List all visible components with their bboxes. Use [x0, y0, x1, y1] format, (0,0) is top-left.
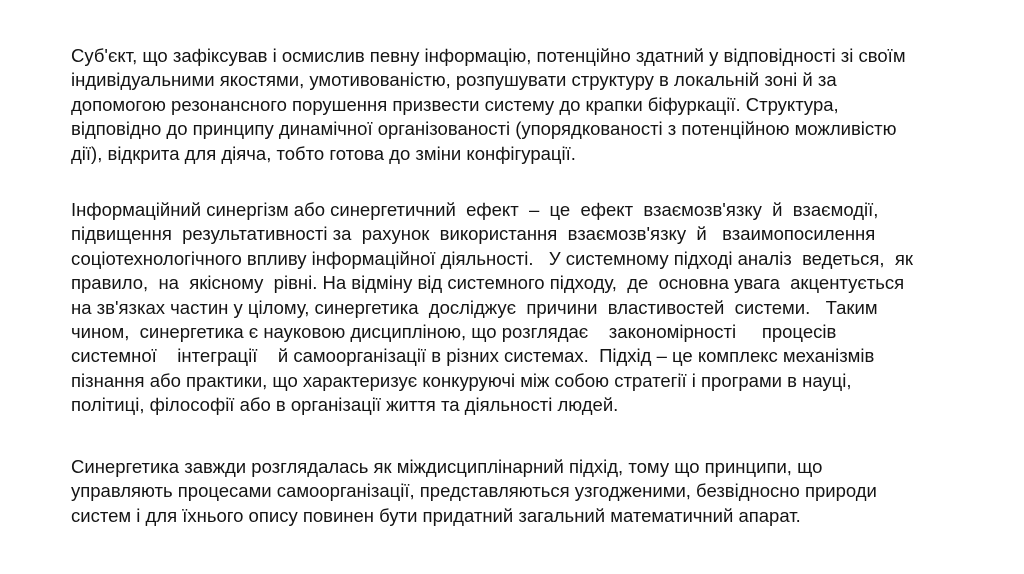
text-line: підвищення результативності за рахунок використання взаємозв'язку й взаимопосилення: [71, 223, 876, 245]
text-line: Синергетика завжди розглядалась як міждисциплінарний підхід, тому що принципи, що: [71, 456, 823, 477]
text-line: Суб'єкт, що зафіксував і осмислив певну інформацію, потенційно здатний у відповідності зі своїм: [71, 45, 906, 66]
text-line: соціотехнологічного впливу інформаційної діяльності. У системному підході аналіз ведеться, як: [71, 247, 913, 269]
text-line: управляють процесами самоорганізації, представляються узгодженими, безвідносно природи: [71, 480, 877, 502]
text-line: системної інтеграції й самоорганізації в різних системах. Підхід – це комплекс механізмів: [71, 345, 875, 367]
text-line: систем і для їхнього опису повинен бути придатний загальний математичний апарат.: [71, 504, 801, 526]
text-line: відповідно до принципу динамічної організованості (упорядкованості з потенційною можливістю: [71, 118, 897, 140]
paragraph-synergetics: [71, 455, 971, 528]
text-line: пізнання або практики, що характеризує конкуруючі між собою стратегії і програми в науці,: [71, 369, 852, 391]
text-line: індивідуальними якостями, умотивованістю, розпушувати структуру в локальній зоні й за: [71, 69, 837, 91]
text-line: дії), відкрита для діяча, тобто готова до зміни конфігурації.: [71, 142, 576, 164]
text-line: на зв'язках частин у цілому, синергетика досліджує причини властивостей системи. Таким: [71, 296, 878, 318]
text-line: допомогою резонансного порушення призвести систему до крапки біфуркації. Структура,: [71, 93, 839, 115]
text-line: політиці, філософії або в організації життя та діяльності людей.: [71, 394, 619, 416]
text-line: Інформаційний синергізм або синергетичний ефект – це ефект взаємозв'язку й взаємодії,: [71, 199, 879, 220]
text-line: правило, на якісному рівні. На відміну від системного підходу, де основна увага акцентується: [71, 272, 905, 294]
paragraph-synergism: [71, 198, 971, 418]
paragraph-subject: [71, 44, 971, 166]
text-line: чином, синергетика є науковою дисципліною, що розглядає закономірності процесів: [71, 321, 837, 343]
